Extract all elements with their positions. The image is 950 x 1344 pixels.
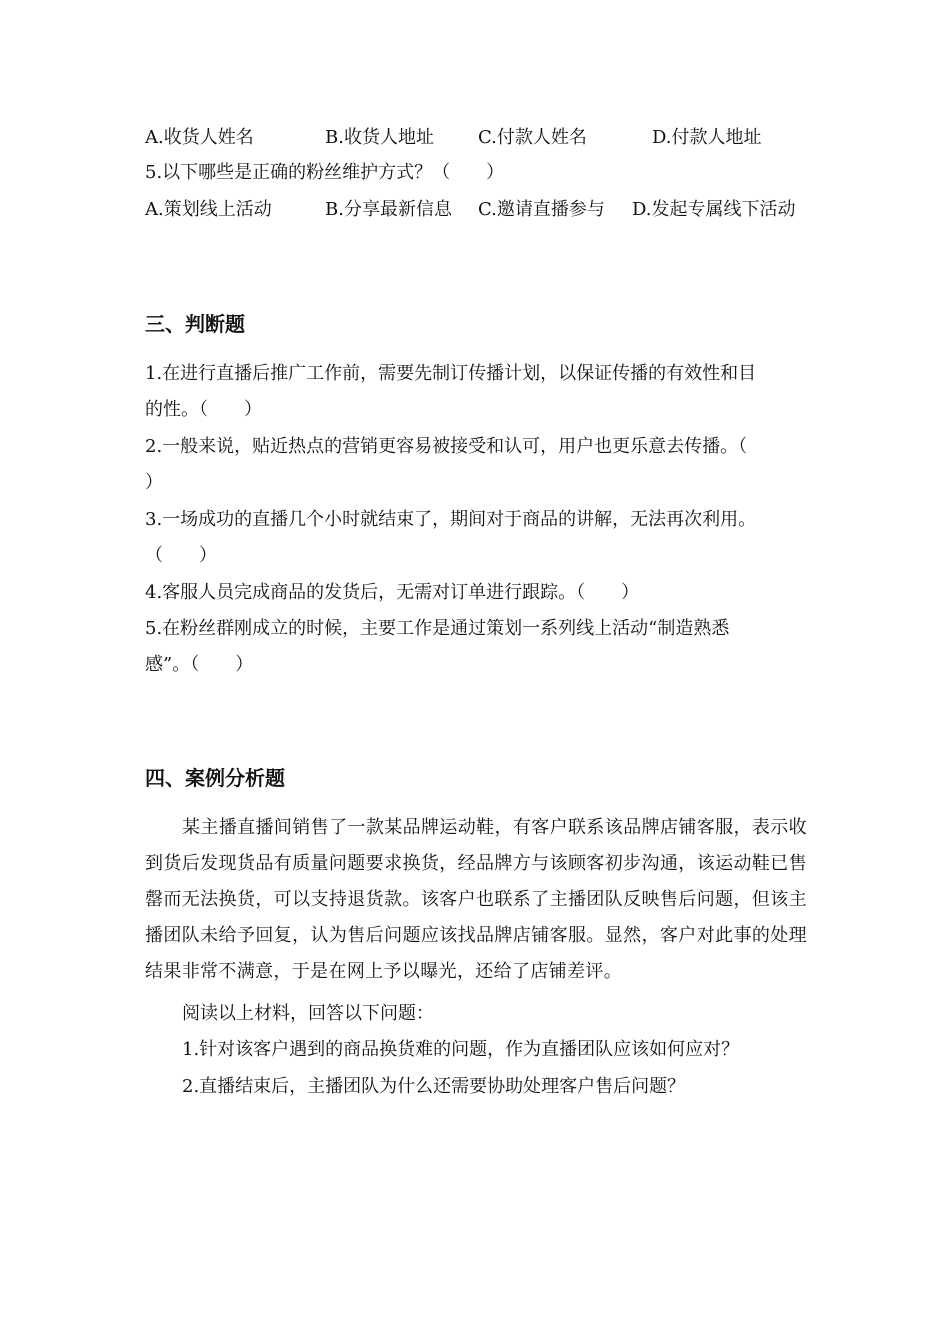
q5-option-a: A.策划线上活动 — [145, 199, 272, 220]
case-paragraph: 某主播直播间销售了一款某品牌运动鞋，有客户联系该品牌店铺客服，表示收到货后发现货品有质量问题要求换货，经品牌方与该顾客初步沟通，该运动鞋已售罄而无法换货，可以支持退货款。该客户也联系了主播团队反映售后问题，但该主播团队未给予回复，认为售后问题应该找品牌店铺客服。显然，客户对此事的处理结果非常不满意，于是在网上予以曝光，还给了店铺差评。 — [145, 817, 807, 982]
tf-line: （ ） — [145, 545, 217, 566]
q4-option-c: C.付款人姓名 — [478, 127, 587, 148]
case-question-1: 1.针对该客户遇到的商品换货难的问题，作为直播团队应该如何应对？ — [182, 1039, 740, 1060]
case-instruction: 阅读以上材料，回答以下问题： — [182, 1003, 434, 1024]
q5-option-d: D.发起专属线下活动 — [632, 199, 796, 220]
q5-option-c: C.邀请直播参与 — [478, 199, 605, 220]
q5-question: 5.以下哪些是正确的粉丝维护方式？（ ） — [145, 162, 505, 183]
tf-line: 5.在粉丝群刚成立的时候，主要工作是通过策划一系列线上活动“制造熟悉 — [145, 618, 730, 639]
q4-option-d: D.付款人地址 — [652, 127, 762, 148]
tf-line: 1.在进行直播后推广工作前，需要先制订传播计划，以保证传播的有效性和目 — [145, 363, 757, 384]
tf-line: ） — [145, 472, 163, 493]
tf-line: 3.一场成功的直播几个小时就结束了，期间对于商品的讲解，无法再次利用。 — [145, 509, 757, 530]
case-question-2: 2.直播结束后，主播团队为什么还需要协助处理客户售后问题？ — [182, 1076, 686, 1097]
q4-option-a: A.收货人姓名 — [145, 127, 254, 148]
section4-title: 四、案例分析题 — [145, 766, 285, 790]
tf-line: 的性。（ ） — [145, 399, 262, 420]
tf-line: 2.一般来说，贴近热点的营销更容易被接受和认可，用户也更乐意去传播。（ — [145, 436, 748, 457]
tf-line: 4.客服人员完成商品的发货后，无需对订单进行跟踪。（ ） — [145, 582, 640, 603]
tf-line: 感”。（ ） — [145, 654, 254, 675]
q4-option-b: B.收货人地址 — [325, 127, 434, 148]
section3-title: 三、判断题 — [145, 312, 245, 336]
q5-option-b: B.分享最新信息 — [325, 199, 452, 220]
